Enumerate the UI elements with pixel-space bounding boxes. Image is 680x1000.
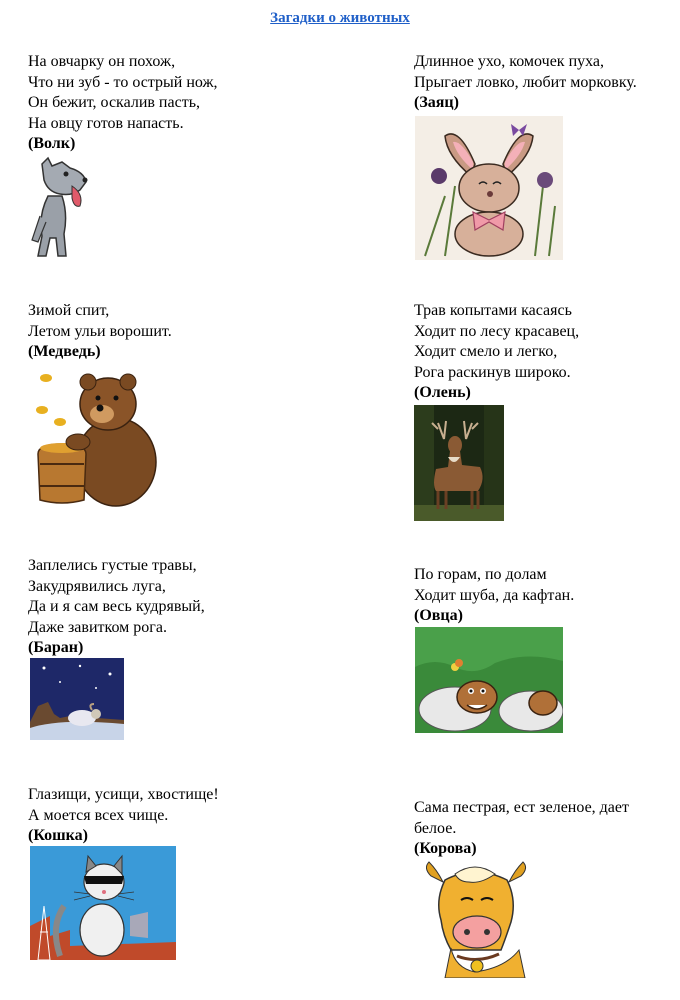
page-title[interactable]: Загадки о животных: [270, 10, 410, 26]
riddle-line: Длинное ухо, комочек пуха,: [414, 53, 605, 70]
riddle-answer: (Волк): [28, 135, 76, 152]
riddle-sheep: [414, 565, 574, 627]
riddle-line: Да и я сам весь кудрявый,: [28, 598, 205, 615]
riddle-ram: [28, 556, 205, 659]
riddle-line: Сама пестрая, ест зеленое, дает: [414, 799, 629, 816]
riddle-answer: (Олень): [414, 384, 471, 401]
riddle-line: На овцу готов напасть.: [28, 114, 184, 132]
riddle-line: Ходит шуба, да кафтан.: [414, 586, 575, 604]
riddle-line: Ходит смело и легко,: [414, 343, 558, 360]
riddle-line: Глазищи, усищи, хвостище!: [28, 786, 219, 803]
riddle-line: Трав копытами касаясь: [414, 302, 572, 319]
riddle-line: Даже завитком рога.: [28, 618, 167, 636]
ram-illustration: [30, 658, 124, 740]
riddle-line: Заплелись густые травы,: [28, 557, 197, 574]
riddle-answer: (Корова): [414, 840, 477, 857]
riddle-cow: [414, 798, 629, 860]
riddle-line: белое.: [414, 819, 457, 837]
riddle-deer: [414, 301, 579, 404]
bear-illustration: [32, 364, 158, 508]
riddle-line: Что ни зуб - то острый нож,: [28, 73, 218, 91]
riddle-hare: [414, 52, 637, 114]
riddle-line: Прыгает ловко, любит морковку.: [414, 73, 637, 91]
sheep-illustration: [415, 627, 563, 733]
wolf-illustration: [28, 156, 92, 260]
riddle-answer: (Овца): [414, 607, 463, 624]
riddle-line: Закудрявились луга,: [28, 577, 166, 595]
cat-illustration: [30, 846, 176, 960]
riddle-line: А моется всех чище.: [28, 806, 169, 824]
hare-illustration: [415, 116, 563, 260]
riddle-answer: (Заяц): [414, 94, 459, 111]
riddle-line: На овчарку он похож,: [28, 53, 176, 70]
deer-photo: [414, 405, 504, 521]
riddle-answer: (Баран): [28, 639, 84, 656]
riddle-line: Он бежит, оскалив пасть,: [28, 94, 200, 111]
riddle-line: Ходит по лесу красавец,: [414, 322, 580, 340]
riddle-bear: [28, 301, 172, 363]
riddle-line: Рога раскинув широко.: [414, 363, 571, 381]
riddle-answer: (Кошка): [28, 827, 88, 844]
riddle-answer: (Медведь): [28, 343, 101, 360]
riddle-cat: [28, 785, 219, 847]
riddle-line: Зимой спит,: [28, 302, 110, 319]
cow-illustration: [415, 860, 537, 978]
riddle-line: По горам, по долам: [414, 566, 547, 583]
riddle-wolf: [28, 52, 218, 155]
riddle-line: Летом ульи ворошит.: [28, 322, 172, 340]
